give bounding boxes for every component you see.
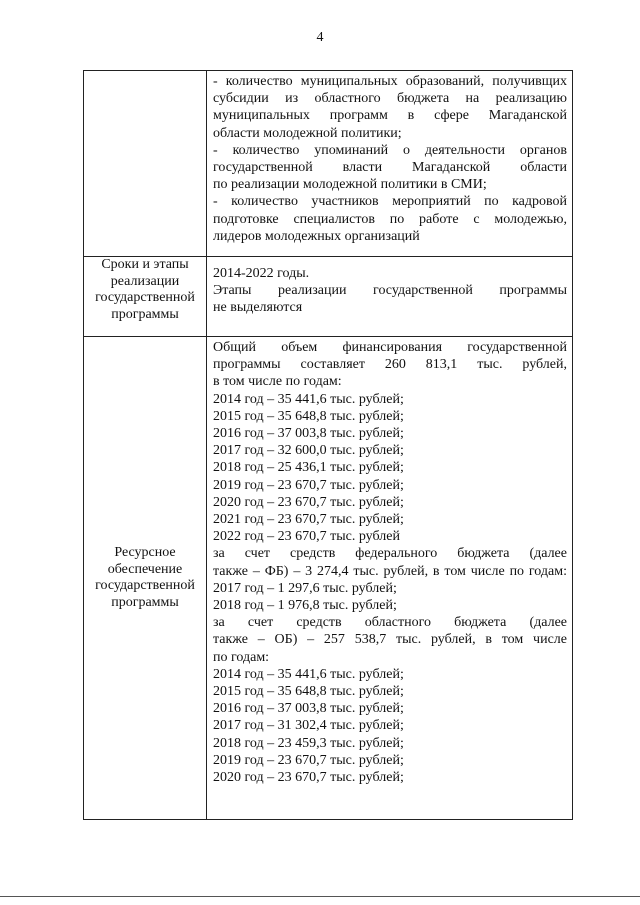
text-line: - количество муниципальных образований, получивщих (213, 74, 567, 89)
row2-right-cell (207, 257, 573, 337)
text-line: Этапы реализации государственной программы (213, 283, 567, 299)
program-passport-table (83, 70, 573, 820)
row2-left-cell (84, 257, 207, 337)
page-number: 4 (316, 30, 324, 45)
text-line: 2016 год – 37 003,8 тыс. рублей; (213, 701, 404, 717)
row3-right-cell (207, 337, 573, 820)
text-line: в том числе по годам: (213, 374, 342, 390)
text-line: 2019 год – 23 670,7 тыс. рублей; (213, 752, 404, 768)
text-line: 2018 год – 1 976,8 тыс. рублей; (213, 598, 397, 614)
text-line: 2017 год – 1 297,6 тыс. рублей; (213, 580, 397, 596)
text-line: также – ОБ) – 257 538,7 тыс. рублей, в том числе (213, 632, 567, 648)
row-label-line: государственной (95, 578, 195, 593)
text-line: 2021 год – 23 670,7 тыс. рублей; (213, 512, 404, 528)
text-line: также – ФБ) – 3 274,4 тыс. рублей, в том числе по годам: (213, 563, 567, 579)
text-line: области молодежной политики; (213, 125, 402, 141)
row-label-line: Ресурсное (114, 545, 176, 560)
text-line: субсидии из областного бюджета на реализацию (213, 91, 567, 107)
row-label-line: программы (111, 594, 179, 610)
text-line: 2018 год – 23 459,3 тыс. рублей; (213, 735, 404, 751)
text-line: 2014-2022 годы. (213, 266, 310, 281)
text-line: Общий объем финансирования государственной (213, 340, 567, 355)
row-label-line: Сроки и этапы (101, 257, 189, 272)
row1-right-cell (207, 71, 573, 257)
text-line: 2018 год – 25 436,1 тыс. рублей; (213, 460, 404, 476)
bottom-scan-edge (0, 896, 640, 897)
text-line: 2017 год – 31 302,4 тыс. рублей; (213, 718, 404, 734)
text-line: за счет средств областного бюджета (далее (213, 615, 567, 631)
row1-left-cell (84, 71, 207, 257)
row3-left-cell (84, 337, 207, 820)
table-row-indicators (84, 71, 573, 257)
row-label-line: реализации (110, 273, 180, 289)
text-line: - количество участников мероприятий по кадровой (213, 194, 567, 210)
text-line: не выделяются (213, 300, 303, 316)
text-line: муниципальных программ в сфере Магаданской (213, 108, 567, 124)
text-line: лидеров молодежных организаций (213, 228, 420, 244)
text-line: 2014 год – 35 441,6 тыс. рублей; (213, 391, 404, 407)
text-line: государственной власти Магаданской области (213, 160, 567, 176)
text-line: по годам: (213, 649, 270, 665)
text-line: по реализации молодежной политики в СМИ; (213, 177, 487, 193)
table-row-terms (84, 257, 573, 337)
text-line: 2020 год – 23 670,7 тыс. рублей; (213, 494, 404, 510)
text-line: программы составляет 260 813,1 тыс. рублей, (213, 357, 567, 373)
text-line: 2016 год – 37 003,8 тыс. рублей; (213, 426, 404, 442)
table-row-resources (84, 337, 573, 820)
text-line: подготовке специалистов по работе с молодежью, (213, 211, 567, 227)
text-line: 2014 год – 35 441,6 тыс. рублей; (213, 666, 404, 682)
text-line: 2015 год – 35 648,8 тыс. рублей; (213, 684, 404, 700)
row-label-line: программы (111, 306, 179, 322)
text-line: 2017 год – 32 600,0 тыс. рублей; (213, 443, 404, 459)
text-line: 2015 год – 35 648,8 тыс. рублей; (213, 408, 404, 424)
text-line: за счет средств федерального бюджета (далее (213, 546, 567, 562)
text-line: - количество упоминаний о деятельности органов (213, 142, 567, 158)
row-label-line: государственной (95, 290, 195, 305)
text-line: 2019 год – 23 670,7 тыс. рублей; (213, 477, 404, 493)
row-label-line: обеспечение (107, 561, 183, 577)
text-line: 2022 год – 23 670,7 тыс. рублей (213, 529, 400, 545)
text-line: 2020 год – 23 670,7 тыс. рублей; (213, 770, 404, 786)
